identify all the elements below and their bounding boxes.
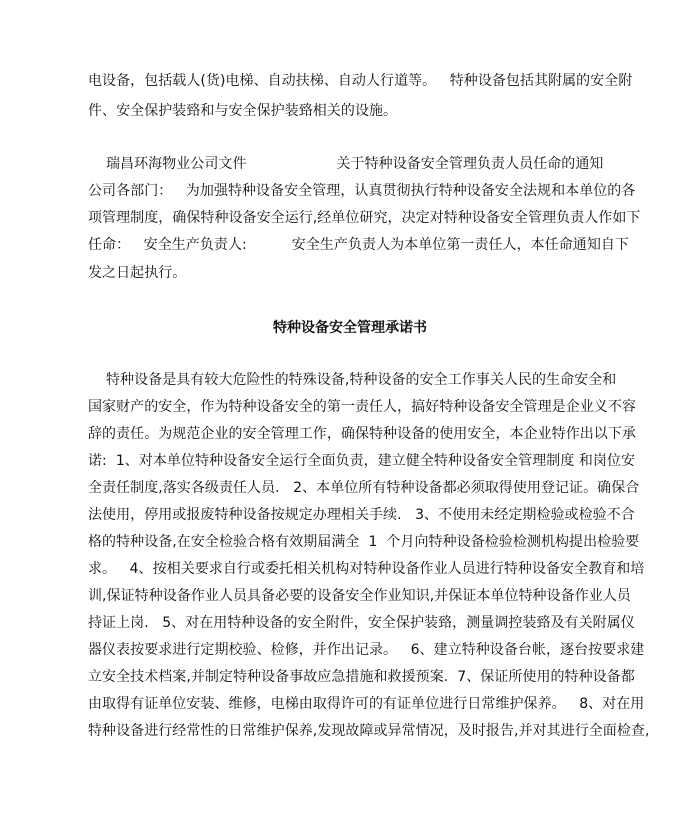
text-line: 训,保证特种设备作业人员具备必要的设备安全作业知识,并保证本单位特种设备作业人员 [88, 588, 631, 604]
text-line: 由取得有证单位安装、维修，电梯由取得许可的有证单位进行日常维护保养。 8、对在用 [88, 696, 645, 712]
text-line: 立安全技术档案,并制定特种设备事故应急措施和救援预案. 7、保证所使用的特种设备都 [88, 669, 635, 685]
text-line: 特种设备是具有较大危险性的特殊设备,特种设备的安全工作事关人民的生命安全和 [88, 372, 617, 388]
text-line: 电设备，包括载人(货)电梯、自动扶梯、自动人行道等。 特种设备包括其附属的安全附 [88, 73, 633, 89]
text-line: 特种设备进行经常性的日常维护保养,发现故障或异常情况，及时报告,并对其进行全面检查, [88, 723, 650, 739]
document-title: 特种设备安全管理承诺书 [273, 320, 427, 336]
text-line: 求。 4、按相关要求自行或委托相关机构对特种设备作业人员进行特种设备安全教育和培 [88, 561, 645, 577]
text-line: 器仪表按要求进行定期校验、检修，并作出记录。 6、建立特种设备台帐，逐台按要求建 [88, 642, 645, 658]
text-line: 持证上岗. 5、对在用特种设备的安全附件，安全保护装臵，测量调控装臵及有关附属仪 [88, 615, 635, 631]
text-line: 诺: 1、对本单位特种设备安全运行全面负责，建立健全特种设备安全管理制度 和岗位安 [88, 453, 636, 469]
text-line: 件、安全保护装臵和与安全保护装臵相关的设施。 [88, 103, 398, 119]
text-line: 辞的责任。为规范企业的安全管理工作，确保特种设备的使用安全，本企业特作出以下承 [88, 426, 636, 442]
text-line: 国家财产的安全，作为特种设备安全的第一责任人，搞好特种设备安全管理是企业义不容 [88, 399, 636, 415]
text-line: 格的特种设备,在安全检验合格有效期届满全 1 个月向特种设备检验检测机构提出检验要 [88, 534, 640, 550]
text-line: 任命： 安全生产负责人: 安全生产负责人为本单位第一责任人，本任命通知自下 [88, 237, 629, 253]
text-line: 法使用，停用或报废特种设备按规定办理相关手续. 3、不使用未经定期检验或检验不合 [88, 507, 635, 523]
text-line: 项管理制度，确保特种设备安全运行,经单位研究，决定对特种设备安全管理负责人作如下 [88, 210, 641, 226]
text-line: 公司各部门： 为加强特种设备安全管理，认真贯彻执行特种设备安全法规和本单位的各 [88, 183, 636, 199]
text-line: 全责任制度,落实各级责任人员. 2、本单位所有特种设备都必须取得使用登记证。确保合 [88, 480, 640, 496]
text-line: 瑞昌环海物业公司文件 关于特种设备安全管理负责人员任命的通知 [88, 156, 604, 172]
text-line: 发之日起执行。 [88, 265, 187, 281]
